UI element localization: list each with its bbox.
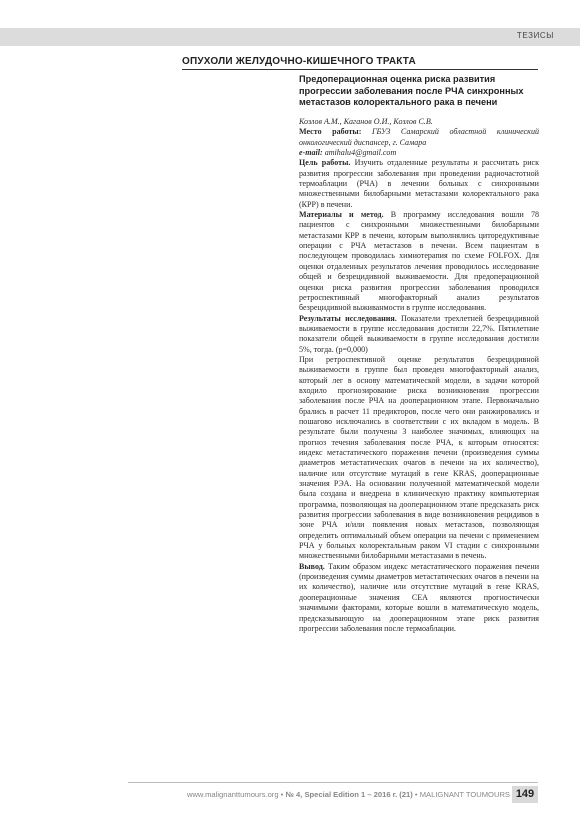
methods-label: Материалы и метод. [299,210,384,220]
workplace-label: Место работы: [299,127,362,137]
section-divider [182,69,538,70]
footer-journal: MALIGNANT TOUMOURS [419,790,510,799]
page-number: 149 [512,786,538,803]
results-label: Результаты исследования. [299,313,397,323]
conclusion-text: Таким образом индекс метастатического поражения печени (произведения суммы диаметров метастатических очагов в печени на их количество), наличие или отсутствие мутаций в гене KRAS, дооперационные значения CEA являются прогностически значимыми факторами, которые вошли в математическую модель, предсказывающую на дооперационном этапе риск развития прогрессии заболевания после термоаблации. [299,561,539,633]
authors: Козлов А.М., Каганов О.И., Козлов С.В. [299,117,433,126]
footer-separator: • [278,790,286,799]
methods-text: В программу исследования вошли 78 пациентов с синхронными множественными билобарными метастазами КРР в печени, которым выполнялись циторедуктивные операции с РЧА метастазов в печени. Всем пациентам в последующем проводилась химиотерапия по схеме FOLFOX. Для оценки отдаленных результатов лечения проводилось исследование общей и безрецидивной выживаемости. Для предоперационной оценки риска развития прогрессии заболевания проводился ретроспективный многофакторный анализ результатов безрецидивной выживанмости в группе исследования. [299,210,540,313]
conclusion-label: Вывод. [299,561,325,571]
conclusion-paragraph [299,562,539,634]
footer [187,790,510,799]
article-body [299,117,539,634]
goal-paragraph [299,158,539,210]
analysis-paragraph: При ретроспективной оценке результатов безрецидивной выживаемости в группе был проведен многофакторный анализ, который лег в основу математической модели, в задачи которой входило прогнозирование риска возникновения прогрессии заболевания после РЧА на дооперационном этапе. Первоначально брались в расчет 11 предикторов, после чего они ранжировались и пошагово исключались в соответствии с их вкладом в модель. В результате были получены 3 наиболее значимых, влияющих на прогноз течения заболевания после РЧА, к которым относятся: индекс метастатического поражения печени (произведения суммы диаметров метастатических очагов в печени на их количество), наличие или отсутствие мутаций в гене KRAS, дооперационные значения РЭА. На основании полученной математической модели была создана и внедрена в клиническую практику компьютерная программа, позволяющая на дооперационном этапе предсказать риск развития прогрессии заболевания в виде возникновения рецидивов в зоне РЧА и/или появления новых метастазов, позволяющая определить оптимальный объем операции на печени с применением РЧА у больных колоректальным раком VI стадии с синхронными множественными билобарными метастазами в печень. [299,354,539,561]
header-band [0,28,580,46]
footer-issue: № 4, Special Edition 1 – 2016 г. (21) [285,790,413,799]
goal-text: Изучить отдаленные результаты и рассчитать риск развития прогрессии заболевания при проведении радиочастотной термоаблации (РЧА) в лечении больных с синхронными множественными билобарными метастазами колоректального рака (КРР) в печени. [299,158,539,209]
section-header-label: ТЕЗИСЫ [516,31,554,40]
results-paragraph [299,314,539,355]
methods-paragraph [299,210,539,313]
email-address: amihalu4@gmail.com [322,148,397,158]
goal-label: Цель работы. [299,158,351,168]
footer-separator: • [412,790,420,799]
email-line [299,148,539,158]
section-title: ОПУХОЛИ ЖЕЛУДОЧНО-КИШЕЧНОГО ТРАКТА [182,56,416,67]
footer-divider [128,782,538,783]
workplace [299,127,539,148]
results-text: Показатели трехлетней безрецидивной выживаемости в группе исследования достигли 22,7%. Пятилетние показатели общей выживаемости в группе исследования достигли 5%, тогда. (p=0,000) [299,313,539,354]
article-title: Предоперационная оценка риска развития прогрессии заболевания после РЧА синхронных метастазов колоректального рака в печени [299,74,524,108]
footer-site-link[interactable]: www.malignanttumours.org [186,790,279,799]
email-label: e-mail: [299,148,323,158]
workplace-text: ГБУЗ Самарский областной клинический онкологический диспансер, г. Самара [299,127,539,147]
